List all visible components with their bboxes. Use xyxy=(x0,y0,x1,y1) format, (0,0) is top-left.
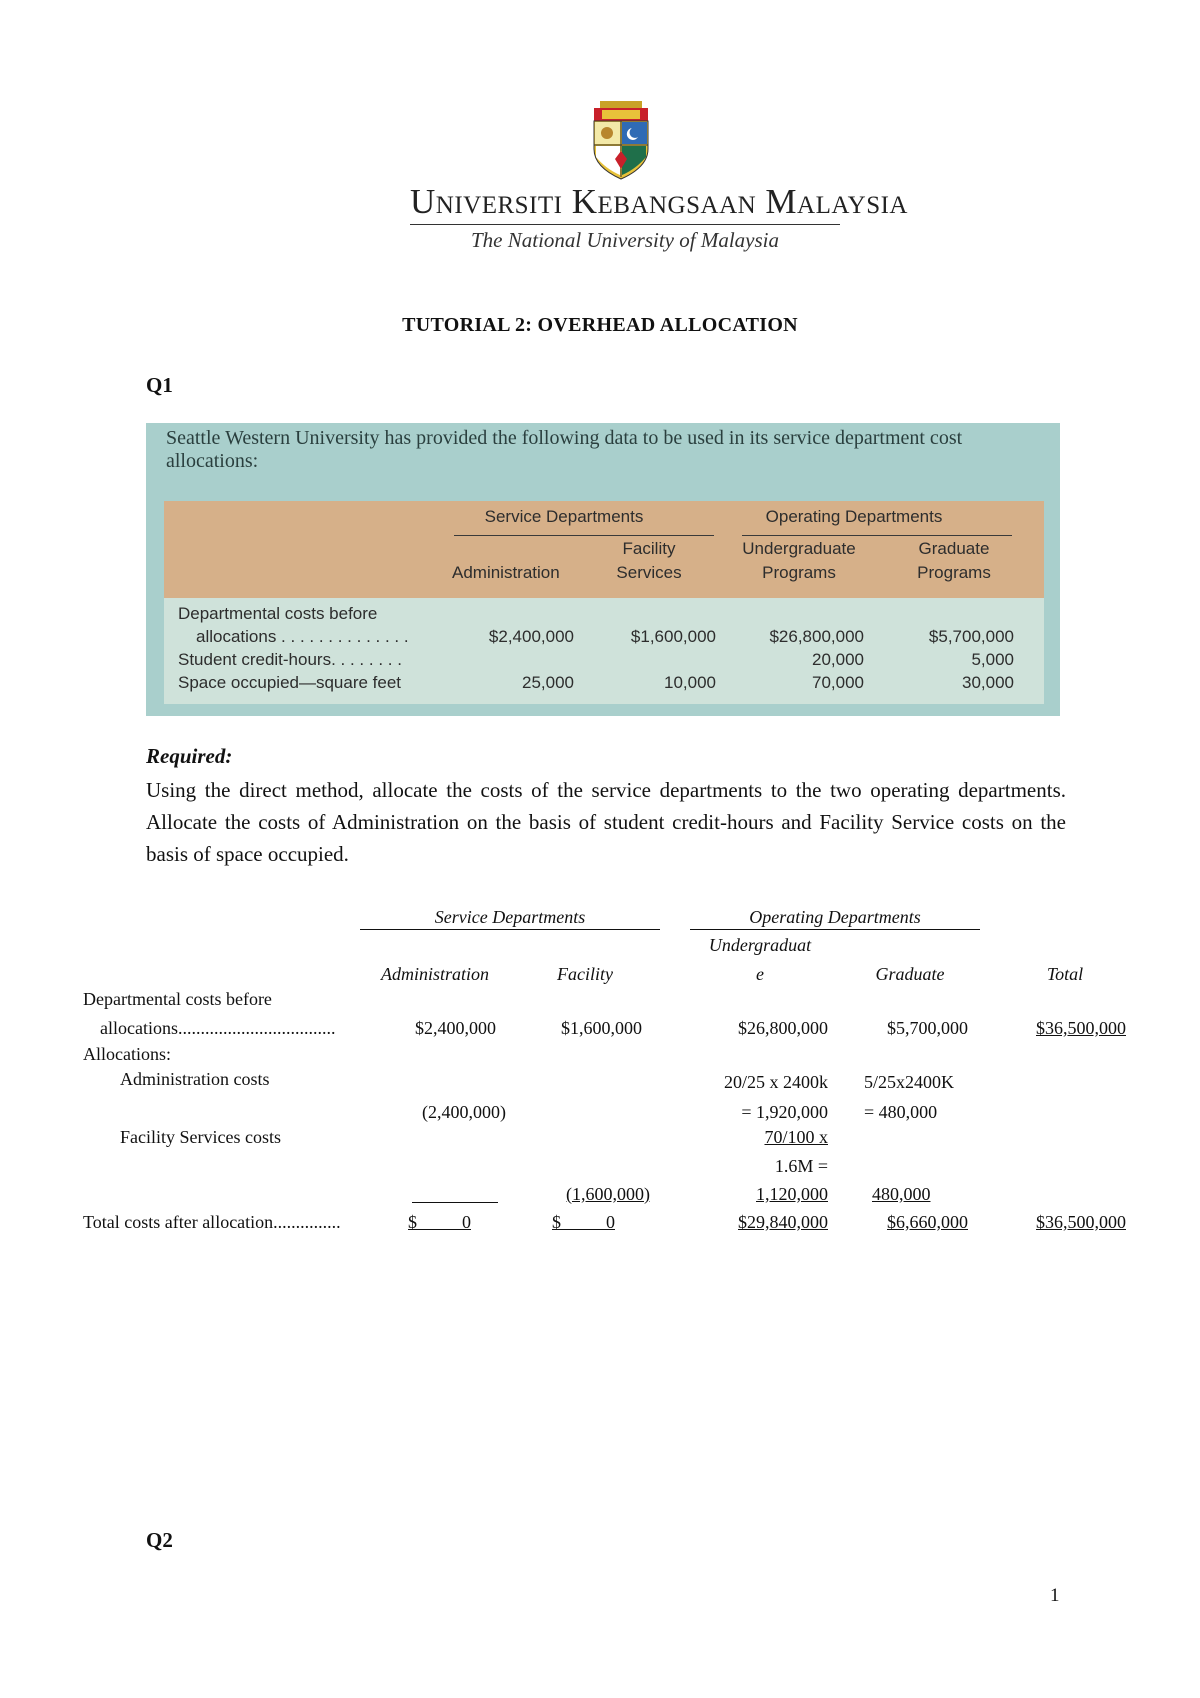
solution-col-facility: Facility xyxy=(557,964,613,984)
excerpt-row1-label-2: allocations . . . . . . . . . . . . . . xyxy=(196,627,409,646)
dept-costs-admin: $2,400,000 xyxy=(415,1018,496,1038)
allocations-label: Allocations: xyxy=(83,1044,171,1064)
admin-grad-formula: 5/25x2400K xyxy=(864,1072,954,1092)
excerpt-row1-ug: $26,800,000 xyxy=(769,627,864,646)
admin-ug-result: = 1,920,000 xyxy=(741,1102,828,1122)
excerpt-col-ug-2: Programs xyxy=(762,563,836,582)
excerpt-col-grad-2: Programs xyxy=(917,563,991,582)
excerpt-operating-rule xyxy=(742,535,1012,536)
excerpt-intro: Seattle Western University has provided the following data to be used in its service department cost allocations: xyxy=(166,427,963,472)
total-costs-label: Total costs after allocation............... xyxy=(83,1212,341,1232)
excerpt-row2-label: Student credit-hours. . . . . . . . xyxy=(178,650,402,669)
total-undergraduate: $29,840,000 xyxy=(738,1212,828,1232)
facility-ug-formula-2: 1.6M = xyxy=(774,1156,828,1176)
excerpt-row2-ug: 20,000 xyxy=(812,650,864,669)
facility-costs-label: Facility Services costs xyxy=(120,1127,281,1147)
solution-group-service: Service Departments xyxy=(434,907,586,927)
excerpt-row3-ug: 70,000 xyxy=(812,673,864,692)
university-subtitle: The National University of Malaysia xyxy=(471,228,779,252)
admin-allocation: (2,400,000) xyxy=(422,1102,506,1122)
excerpt-col-facility-2: Services xyxy=(616,563,682,582)
excerpt-col-facility-1: Facility xyxy=(622,539,676,558)
excerpt-row1-grad: $5,700,000 xyxy=(928,627,1014,646)
admin-grad-result: = 480,000 xyxy=(864,1102,938,1122)
total-graduate: $6,660,000 xyxy=(887,1212,968,1232)
excerpt-group-operating: Operating Departments xyxy=(765,507,943,526)
dept-costs-label-2: allocations................................... xyxy=(100,1018,336,1038)
facility-ug-result: 1,120,000 xyxy=(756,1184,828,1204)
facility-ug-formula-1: 70/100 x xyxy=(764,1127,828,1147)
solution-col-ug-1: Undergraduat xyxy=(708,935,812,955)
facility-grad-result: 480,000 xyxy=(872,1184,931,1204)
solution-operating-rule xyxy=(690,929,980,930)
dept-costs-label-1: Departmental costs before xyxy=(83,989,272,1009)
dept-costs-undergraduate: $26,800,000 xyxy=(738,1018,828,1038)
excerpt-col-grad-1: Graduate xyxy=(918,539,990,558)
solution-col-admin: Administration xyxy=(380,964,489,984)
admin-costs-label: Administration costs xyxy=(120,1069,270,1089)
excerpt-row1-label-1: Departmental costs before xyxy=(178,604,378,623)
solution-group-operating: Operating Departments xyxy=(749,907,921,927)
solution-col-graduate: Graduate xyxy=(875,964,945,984)
excerpt-row1-admin: $2,400,000 xyxy=(488,627,574,646)
dept-costs-total: $36,500,000 xyxy=(1036,1018,1126,1038)
excerpt-row3-label: Space occupied—square feet xyxy=(178,673,402,692)
dept-costs-facility: $1,600,000 xyxy=(561,1018,642,1038)
total-admin: $ 0 xyxy=(408,1212,471,1232)
excerpt-row3-grad: 30,000 xyxy=(962,673,1014,692)
excerpt-table-header xyxy=(164,501,1044,598)
header-divider xyxy=(410,224,840,225)
dept-costs-graduate: $5,700,000 xyxy=(887,1018,968,1038)
question-2-label: Q2 xyxy=(146,1528,173,1552)
solution-col-ug-2: e xyxy=(756,964,764,984)
admin-ug-formula: 20/25 x 2400k xyxy=(723,1072,828,1092)
excerpt-service-rule xyxy=(454,535,714,536)
question-1-label: Q1 xyxy=(146,373,173,397)
required-text: Using the direct method, allocate the costs of the service departments to the two operating departments. Allocate the costs of Administration on the basis of student credit-hours and Facility Service costs on the basis of space occupied. xyxy=(146,778,1066,866)
solution-service-rule xyxy=(360,929,660,930)
facility-allocation: (1,600,000) xyxy=(566,1184,650,1204)
excerpt-col-admin: Administration xyxy=(452,563,560,582)
solution-col-total: Total xyxy=(1046,964,1084,984)
university-name: Universiti Kebangsaan Malaysia xyxy=(410,182,908,221)
total-facility: $ 0 xyxy=(552,1212,615,1232)
excerpt-row3-admin: 25,000 xyxy=(522,673,574,692)
required-label: Required: xyxy=(146,744,233,768)
excerpt-col-ug-1: Undergraduate xyxy=(742,539,856,558)
page-title: TUTORIAL 2: OVERHEAD ALLOCATION xyxy=(402,314,798,336)
admin-subtotal-rule xyxy=(412,1202,498,1203)
total-total: $36,500,000 xyxy=(1036,1212,1126,1232)
excerpt-group-service: Service Departments xyxy=(484,507,644,526)
textbook-excerpt-image xyxy=(146,423,1060,716)
excerpt-row2-grad: 5,000 xyxy=(971,650,1014,669)
excerpt-table-body xyxy=(164,598,1044,704)
excerpt-row3-facility: 10,000 xyxy=(664,673,716,692)
excerpt-row1-facility: $1,600,000 xyxy=(630,627,716,646)
page-number: 1 xyxy=(1050,1585,1060,1606)
university-crest-logo xyxy=(588,101,654,181)
